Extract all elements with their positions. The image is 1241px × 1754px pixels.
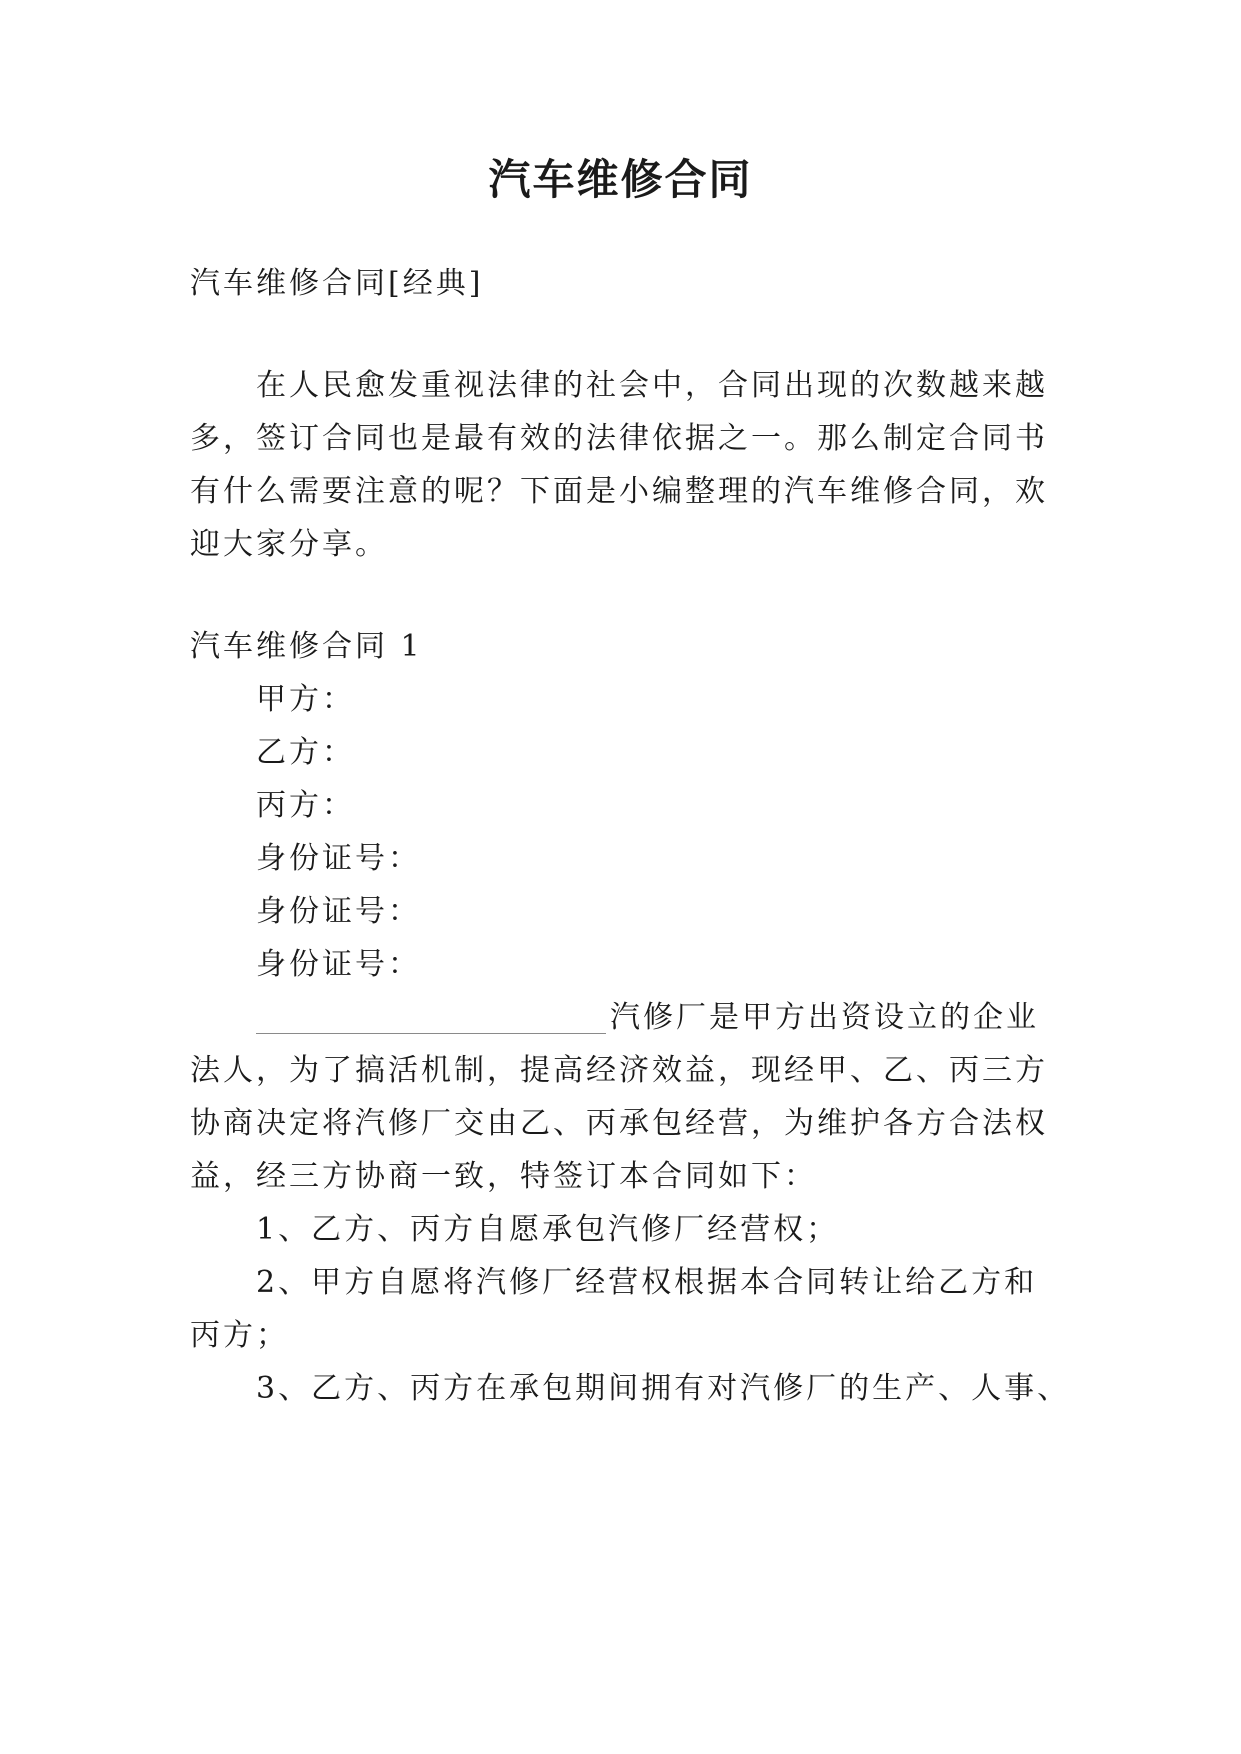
clause-line: 1、乙方、丙方自愿承包汽修厂经营权； xyxy=(256,1212,840,1247)
intro-line: 在人民愈发重视法律的社会中，合同出现的次数越来越 xyxy=(256,368,1048,403)
paragraph-line: 益，经三方协商一致，特签订本合同如下： xyxy=(190,1159,817,1194)
id-number-label: 身份证号： xyxy=(256,947,421,982)
intro-line: 迎大家分享。 xyxy=(190,527,388,562)
fill-in-blank xyxy=(256,994,606,1034)
clause-line: 丙方； xyxy=(190,1318,289,1353)
section-heading: 汽车维修合同 1 xyxy=(190,629,423,664)
party-yi-label: 乙方： xyxy=(256,735,355,770)
document-title: 汽车维修合同 xyxy=(488,155,753,204)
paragraph-line xyxy=(256,998,1039,1038)
intro-line: 有什么需要注意的呢？下面是小编整理的汽车维修合同，欢 xyxy=(190,474,1048,509)
clause-line: 2、甲方自愿将汽修厂经营权根据本合同转让给乙方和 xyxy=(256,1265,1038,1300)
party-jia-label: 甲方： xyxy=(256,682,355,717)
clause-line: 3、乙方、丙方在承包期间拥有对汽修厂的生产、人事、 xyxy=(256,1371,1071,1406)
id-number-label: 身份证号： xyxy=(256,894,421,929)
paragraph-line: 法人，为了搞活机制，提高经济效益，现经甲、乙、丙三方 xyxy=(190,1053,1048,1088)
paragraph-text: 汽修厂是甲方出资设立的企业 xyxy=(610,1000,1039,1035)
document-subtitle: 汽车维修合同[经典] xyxy=(190,266,484,301)
id-number-label: 身份证号： xyxy=(256,841,421,876)
paragraph-line: 协商决定将汽修厂交由乙、丙承包经营，为维护各方合法权 xyxy=(190,1106,1048,1141)
party-bing-label: 丙方： xyxy=(256,788,355,823)
intro-line: 多，签订合同也是最有效的法律依据之一。那么制定合同书 xyxy=(190,421,1048,456)
